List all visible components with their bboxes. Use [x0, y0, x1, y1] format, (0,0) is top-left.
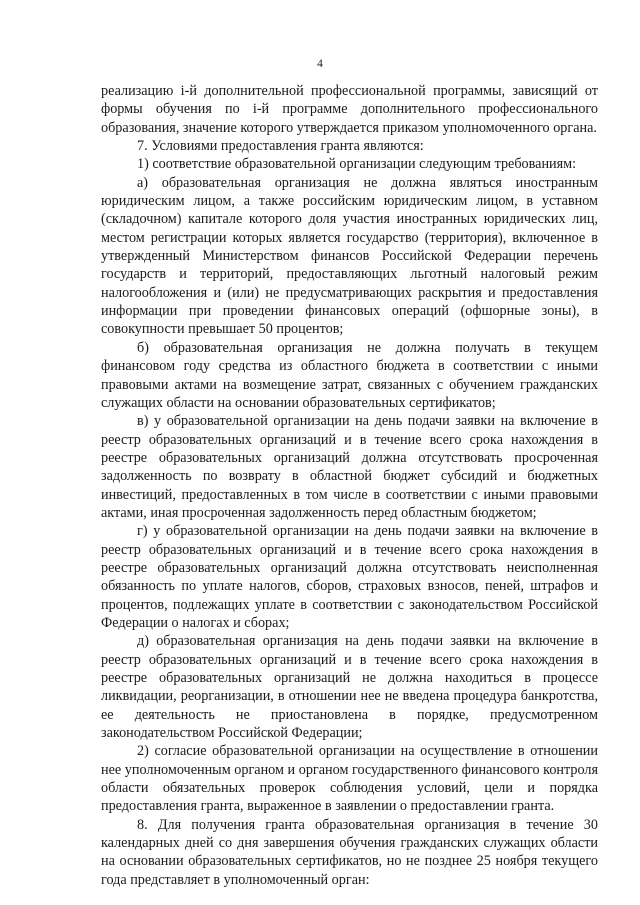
paragraph-requirement-d: д) образовательная организация на день подачи заявки на включение в реестр образовательных организаций и в течение всего срока нахождения в реестре образовательных организаций не должна находиться в процессе ликвидации, реорганизации, в отношении нее не введена процедура банкротства, ее деятельность не приостановлена в порядке, предусмотренном законодательством Российской Федерации; [101, 633, 598, 742]
paragraph-requirement-g: г) у образовательной организации на день подачи заявки на включение в реестр образовательных организаций и в течение всего срока нахождения в реестре образовательных организаций должна отсутствовать неисполненная обязанность по уплате налогов, сборов, страховых взносов, пеней, штрафов и процентов, подлежащих уплате в соответствии с законодательством Российской Федерации о налогах и сборах; [101, 523, 598, 631]
paragraph-formula-continuation: реализацию i-й дополнительной профессиональной программы, зависящий от формы обучения по i-й программе дополнительного профессионального образования, значение которого утверждается приказом уполномоченного органа. [101, 83, 598, 136]
paragraph-condition-2: 2) согласие образовательной организации на осуществление в отношении нее уполномоченным органом и органом государственного финансового контроля области обязательных проверок соблюдения условий, цели и порядка предоставления гранта, выраженное в заявлении о предоставлении гранта. [101, 743, 598, 815]
page-number: 4 [317, 58, 323, 70]
document-body [101, 82, 598, 889]
paragraph-section-7-heading: 7. Условиями предоставления гранта являются: [137, 138, 424, 155]
paragraph-requirement-b: б) образовательная организация не должна получать в текущем финансовом году средства из областного бюджета в соответствии с иными правовыми актами на возмещение затрат, связанных с обучением гражданских служащих области на основании образовательных сертификатов; [101, 339, 598, 411]
paragraph-requirement-v: в) у образовательной организации на день подачи заявки на включение в реестр образовательных организаций и в течение всего срока нахождения в реестре образовательных организаций должна отсутствовать просроченная задолженность по возврату в областной бюджет субсидий и бюджетных инвестиций, предоставленных в том числе в соответствии с иными правовыми актами, иная просроченная задолженность перед областным бюджетом; [101, 413, 598, 521]
paragraph-requirement-a: а) образовательная организация не должна являться иностранным юридическим лицом, а также российским юридическим лицом, в уставном (складочном) капитале которого доля участия иностранных юридических лиц, местом регистрации которых является государство (территория), включенное в утвержденный Министерством финансов Российской Федерации перечень государств и территорий, предоставляющих льготный налоговый режим налогообложения и (или) не предусматривающих раскрытия и предоставления информации при проведении финансовых операций (офшорные зоны), в совокупности превышает 50 процентов; [101, 174, 598, 338]
paragraph-section-8: 8. Для получения гранта образовательная организация в течение 30 календарных дней со дня завершения обучения гражданских служащих области на основании образовательных сертификатов, но не позднее 25 ноября текущего года представляет в уполномоченный орган: [101, 816, 598, 888]
paragraph-condition-1: 1) соответствие образовательной организации следующим требованиям: [137, 156, 577, 173]
